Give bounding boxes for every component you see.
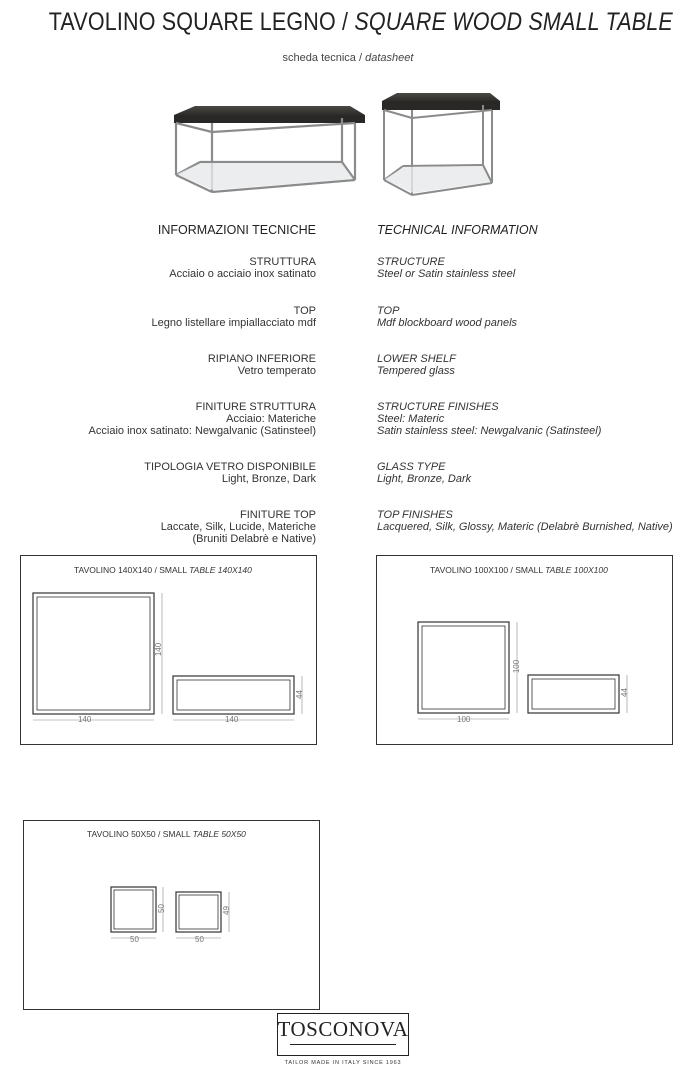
spec-value: Acciaio o acciaio inox satinato: [169, 268, 316, 280]
page-subtitle: [0, 52, 696, 64]
dimension-label-depth: 100: [512, 659, 522, 674]
large-table-illustration: [174, 106, 365, 192]
top-view-inner: [422, 626, 505, 709]
spec-label: TIPOLOGIA VETRO DISPONIBILE: [144, 461, 316, 473]
dimension-label-width: 100: [457, 715, 471, 724]
logo-divider: [290, 1044, 396, 1045]
spec-value: Light, Bronze, Dark: [377, 473, 472, 485]
spec-glass-type-en: [377, 461, 696, 485]
drawing-title-it: TAVOLINO 140X140 / SMALL: [74, 565, 190, 575]
spec-value: Vetro temperato: [237, 365, 316, 377]
dimension-label-side-width: 140: [225, 715, 239, 724]
spec-label: FINITURE TOP: [240, 509, 316, 521]
subtitle-english: datasheet: [365, 52, 414, 64]
top-view-outline: [418, 622, 509, 713]
dimension-label-depth: 50: [156, 904, 166, 913]
dimension-label-height: 44: [619, 688, 629, 697]
spec-value: Acciaio inox satinato: Newgalvanic (Satinsteel): [88, 425, 316, 437]
dimension-label-height: 44: [294, 690, 304, 699]
dimension-label-width: 140: [78, 715, 92, 724]
side-view-outline: [176, 892, 221, 932]
spec-label: STRUCTURE: [377, 256, 445, 268]
technical-drawing-50x50: [23, 820, 320, 1010]
dimension-label-side-width: 50: [195, 935, 204, 944]
spec-structure-it: [0, 256, 316, 280]
drawing-title-it: TAVOLINO 100X100 / SMALL: [430, 565, 546, 575]
spec-top-finishes-en: [377, 509, 696, 533]
spec-label: RIPIANO INFERIORE: [207, 353, 316, 365]
top-view-outline: [33, 593, 154, 714]
spec-structure-en: [377, 256, 696, 280]
side-view-outline: [528, 675, 619, 713]
spec-glass-type-it: [0, 461, 316, 485]
technical-drawing-100x100: [376, 555, 673, 745]
spec-top-it: [0, 305, 316, 329]
drawing-title-en: TABLE 50X50: [192, 829, 246, 839]
spec-lower-shelf-it: [0, 353, 316, 377]
top-view-outline: [111, 887, 156, 932]
spec-label: FINITURE STRUTTURA: [195, 401, 316, 413]
top-view-inner: [37, 597, 150, 710]
spec-value: Light, Bronze, Dark: [221, 473, 316, 485]
side-view-inner: [179, 895, 218, 929]
dimension-label-depth: 140: [154, 642, 164, 657]
spec-top-en: [377, 305, 696, 329]
brand-logo: TOSCONOVA: [277, 1017, 409, 1041]
side-view-outline: [173, 676, 294, 714]
title-english: SQUARE WOOD SMALL TABLE: [354, 8, 673, 36]
spec-value: Satin stainless steel: Newgalvanic (Satinsteel): [377, 425, 602, 437]
spec-value: Steel: Materic: [377, 413, 445, 425]
drawing-title-it: TAVOLINO 50X50 / SMALL: [87, 829, 193, 839]
page-title: [48, 8, 673, 37]
spec-value: (Bruniti Delabrè e Native): [192, 533, 316, 545]
top-view-inner: [114, 890, 153, 929]
spec-value: Laccate, Silk, Lucide, Materiche: [160, 521, 316, 533]
spec-label: TOP FINISHES: [377, 509, 453, 521]
dimension-label-width: 50: [130, 935, 139, 944]
heading-technical-info-it: INFORMAZIONI TECNICHE: [157, 223, 316, 237]
small-table-illustration: [382, 93, 500, 195]
product-photo: [160, 80, 505, 210]
spec-label: TOP: [293, 305, 316, 317]
spec-structure-finishes-en: [377, 401, 696, 437]
heading-technical-info-en: TECHNICAL INFORMATION: [377, 223, 538, 237]
spec-label: STRUTTURA: [249, 256, 316, 268]
spec-structure-finishes-it: [0, 401, 316, 437]
side-view-inner: [532, 679, 615, 709]
brand-tagline: TAILOR MADE IN ITALY SINCE 1963: [284, 1060, 402, 1066]
spec-value: Lacquered, Silk, Glossy, Materic (Delabrè Burnished, Native): [377, 521, 673, 533]
drawing-title-en: TABLE 140X140: [189, 565, 252, 575]
spec-value: Tempered glass: [377, 365, 455, 377]
spec-value: Legno listellare impiallacciato mdf: [151, 317, 316, 329]
side-view-inner: [177, 680, 290, 710]
spec-value: Mdf blockboard wood panels: [377, 317, 518, 329]
spec-label: TOP: [377, 305, 400, 317]
spec-lower-shelf-en: [377, 353, 696, 377]
title-italian: TAVOLINO SQUARE LEGNO /: [48, 8, 355, 36]
spec-top-finishes-it: [0, 509, 316, 545]
technical-drawing-140x140: [20, 555, 317, 745]
spec-value: Steel or Satin stainless steel: [377, 268, 516, 280]
dimension-label-height: 49: [221, 906, 231, 915]
spec-label: STRUCTURE FINISHES: [377, 401, 499, 413]
spec-label: LOWER SHELF: [377, 353, 456, 365]
spec-label: GLASS TYPE: [377, 461, 446, 473]
subtitle-italian: scheda tecnica /: [282, 52, 366, 64]
drawing-title-en: TABLE 100X100: [545, 565, 608, 575]
spec-value: Acciaio: Materiche: [226, 413, 316, 425]
